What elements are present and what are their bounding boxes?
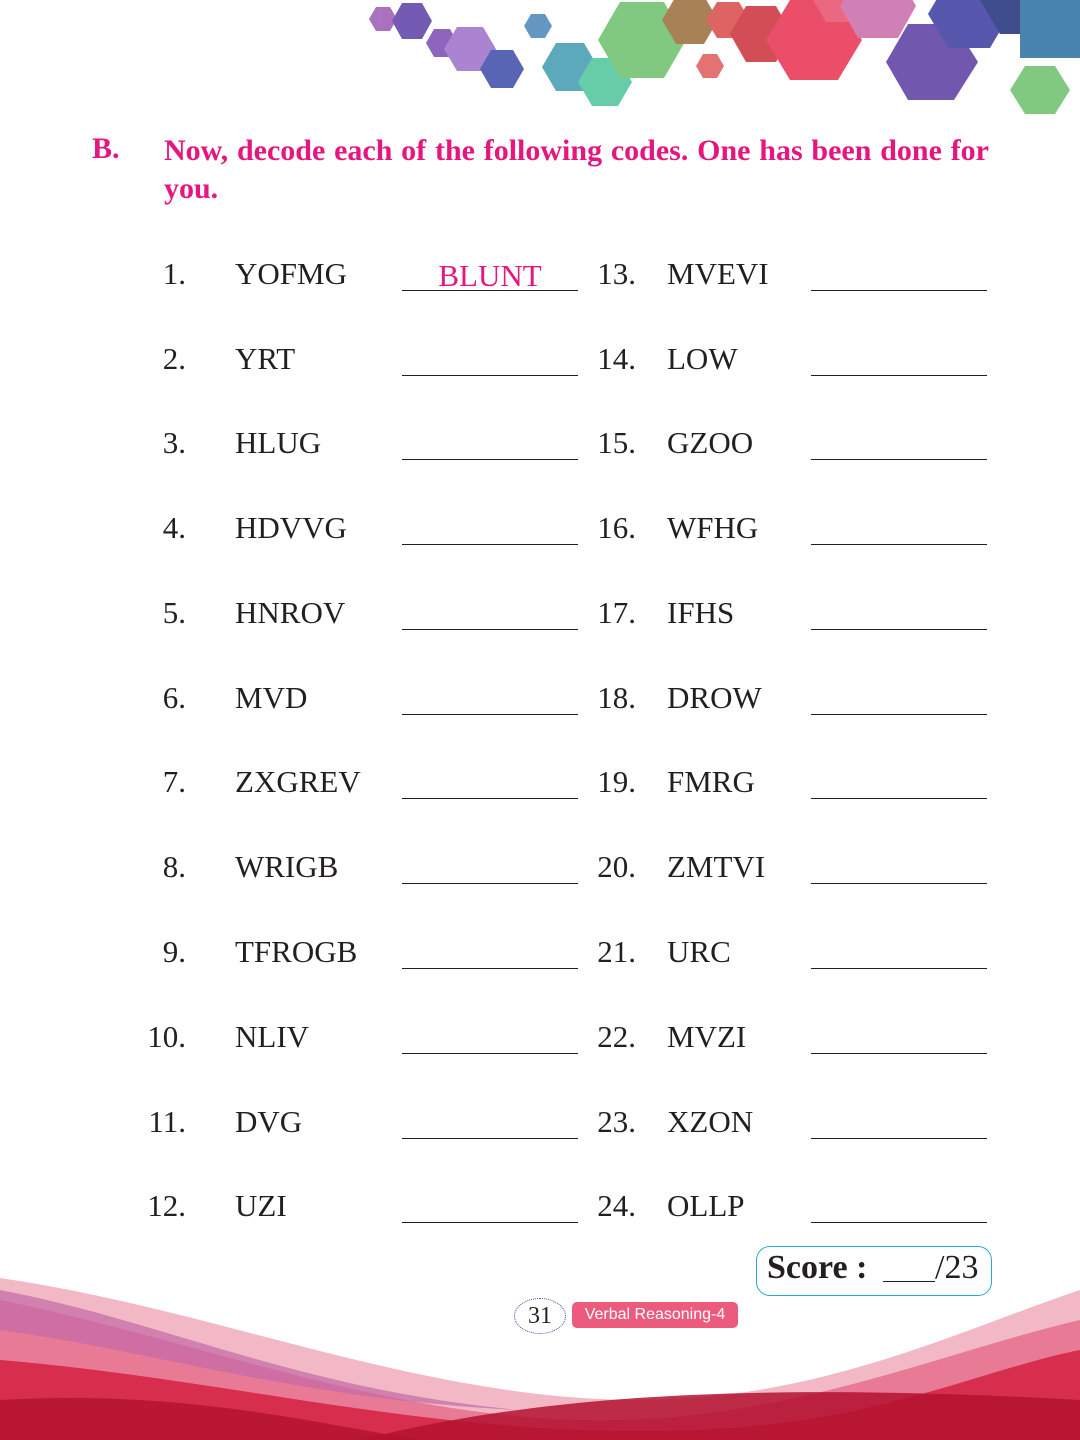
item-code: HLUG — [235, 425, 322, 460]
item-number: 1. — [162, 256, 186, 291]
item-number: 8. — [162, 849, 186, 884]
item-number: 10. — [147, 1019, 186, 1054]
item-code: YRT — [235, 341, 296, 376]
item-number: 20. — [597, 849, 636, 884]
item-number: 7. — [162, 764, 186, 799]
item-number: 17. — [597, 595, 636, 630]
item-code: OLLP — [667, 1188, 745, 1223]
answer-blank[interactable] — [402, 256, 578, 291]
item-code: ZXGREV — [235, 764, 361, 799]
answer-blank[interactable] — [402, 934, 578, 969]
item-code: MVEVI — [667, 256, 769, 291]
answer-blank[interactable] — [811, 1188, 987, 1223]
item-number: 11. — [148, 1104, 186, 1139]
item-code: NLIV — [235, 1019, 310, 1054]
item-code: YOFMG — [235, 256, 347, 291]
item-number: 23. — [597, 1104, 636, 1139]
answer-blank[interactable] — [402, 510, 578, 545]
score-box — [756, 1246, 992, 1296]
answer-blank[interactable] — [811, 764, 987, 799]
answer-text: BLUNT — [438, 258, 542, 293]
item-number: 4. — [162, 510, 186, 545]
answer-blank[interactable] — [402, 341, 578, 376]
answer-blank[interactable] — [402, 1104, 578, 1139]
item-code: UZI — [235, 1188, 287, 1223]
answer-blank[interactable] — [402, 425, 578, 460]
item-code: DROW — [667, 680, 762, 715]
answer-blank[interactable] — [402, 680, 578, 715]
item-number: 24. — [597, 1188, 636, 1223]
item-number: 15. — [597, 425, 636, 460]
item-code: TFROGB — [235, 934, 358, 969]
hexagon-decoration — [0, 0, 1080, 130]
item-number: 6. — [162, 680, 186, 715]
answer-blank[interactable] — [811, 425, 987, 460]
item-number: 9. — [162, 934, 186, 969]
book-title: Verbal Reasoning-4 — [572, 1302, 738, 1328]
item-number: 3. — [162, 425, 186, 460]
instruction-text: Now, decode each of the following codes. One has been done for you. — [164, 134, 989, 205]
score-blank[interactable] — [883, 1251, 935, 1282]
item-number: 18. — [597, 680, 636, 715]
answer-blank[interactable] — [811, 1019, 987, 1054]
item-code: FMRG — [667, 764, 755, 799]
score-total: /23 — [935, 1249, 979, 1286]
answer-blank[interactable] — [402, 595, 578, 630]
item-code: WRIGB — [235, 849, 339, 884]
answer-blank[interactable] — [402, 1019, 578, 1054]
answer-blank[interactable] — [402, 849, 578, 884]
answer-blank[interactable] — [811, 680, 987, 715]
answer-blank[interactable] — [402, 1188, 578, 1223]
item-number: 21. — [597, 934, 636, 969]
item-number: 22. — [597, 1019, 636, 1054]
item-number: 19. — [597, 764, 636, 799]
item-code: MVD — [235, 680, 308, 715]
item-number: 12. — [147, 1188, 186, 1223]
answer-blank[interactable] — [811, 341, 987, 376]
item-number: 5. — [162, 595, 186, 630]
item-number: 14. — [597, 341, 636, 376]
item-code: MVZI — [667, 1019, 747, 1054]
item-code: LOW — [667, 341, 738, 376]
item-code: GZOO — [667, 425, 754, 460]
item-code: ZMTVI — [667, 849, 766, 884]
answer-blank[interactable] — [402, 764, 578, 799]
item-code: XZON — [667, 1104, 754, 1139]
answer-blank[interactable] — [811, 1104, 987, 1139]
item-code: HDVVG — [235, 510, 347, 545]
answer-blank[interactable] — [811, 256, 987, 291]
item-number: 16. — [597, 510, 636, 545]
section-letter: B. — [92, 132, 120, 165]
answer-blank[interactable] — [811, 934, 987, 969]
answer-blank[interactable] — [811, 595, 987, 630]
page-number: 31 — [514, 1298, 566, 1334]
item-number: 13. — [597, 256, 636, 291]
item-code: URC — [667, 934, 731, 969]
item-code: WFHG — [667, 510, 759, 545]
item-code: HNROV — [235, 595, 346, 630]
item-code: IFHS — [667, 595, 735, 630]
answer-blank[interactable] — [811, 510, 987, 545]
score-label: Score : — [767, 1249, 868, 1286]
item-number: 2. — [162, 341, 186, 376]
item-code: DVG — [235, 1104, 303, 1139]
answer-blank[interactable] — [811, 849, 987, 884]
